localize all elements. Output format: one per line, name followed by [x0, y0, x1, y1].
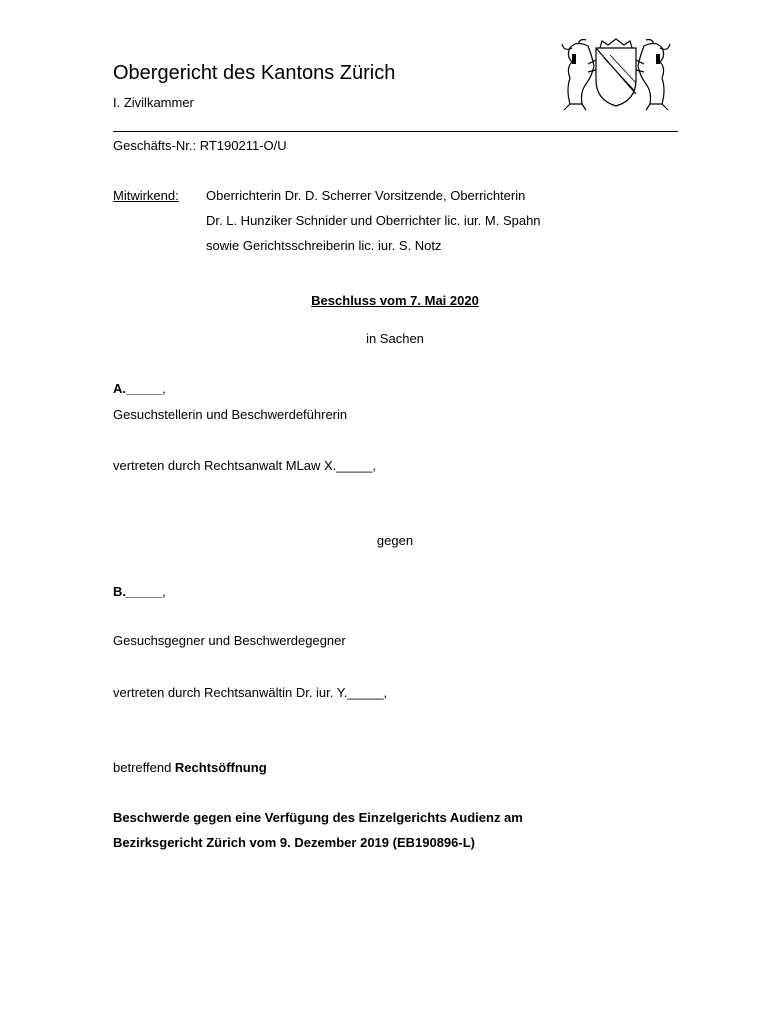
appeal-line: Beschwerde gegen eine Verfügung des Einzelgerichts Audienz am — [113, 810, 523, 825]
party-b — [113, 584, 166, 599]
appeal-line: Bezirksgericht Zürich vom 9. Dezember 2019 (EB190896-L) — [113, 835, 475, 850]
participants-line: Oberrichterin Dr. D. Scherrer Vorsitzende, Oberrichterin — [206, 188, 526, 203]
header-divider — [113, 131, 678, 132]
party-a-role: Gesuchstellerin und Beschwerdeführerin — [113, 407, 348, 422]
party-b-representation: vertreten durch Rechtsanwältin Dr. iur. Y._____, — [113, 685, 388, 700]
party-a — [113, 381, 166, 396]
party-a-representation: vertreten durch Rechtsanwalt MLaw X._____, — [113, 458, 377, 473]
party-b-blank: _____ — [126, 584, 163, 599]
party-a-blank: _____ — [126, 381, 163, 396]
against-label: gegen — [376, 533, 414, 548]
subject-prefix: betreffend — [113, 760, 175, 775]
chamber-name: I. Zivilkammer — [113, 95, 194, 110]
participants-line: sowie Gerichtsschreiberin lic. iur. S. Notz — [206, 238, 442, 253]
party-a-name: A. — [113, 381, 126, 396]
party-a-suffix: , — [162, 381, 166, 396]
coat-of-arms-icon — [558, 36, 674, 112]
case-number: Geschäfts-Nr.: RT190211-O/U — [113, 138, 287, 153]
participants-line: Dr. L. Hunziker Schnider und Oberrichter lic. iur. M. Spahn — [206, 213, 541, 228]
decision-title: Beschluss vom 7. Mai 2020 — [311, 293, 479, 308]
party-b-name: B. — [113, 584, 126, 599]
participants-label: Mitwirkend: — [113, 188, 179, 203]
subject-topic: Rechtsöffnung — [174, 760, 267, 775]
party-b-role: Gesuchsgegner und Beschwerdegegner — [113, 633, 346, 648]
subject-line — [113, 760, 267, 775]
court-name: Obergericht des Kantons Zürich — [113, 62, 396, 84]
in-matters-label: in Sachen — [366, 331, 424, 346]
party-b-suffix: , — [162, 584, 166, 599]
